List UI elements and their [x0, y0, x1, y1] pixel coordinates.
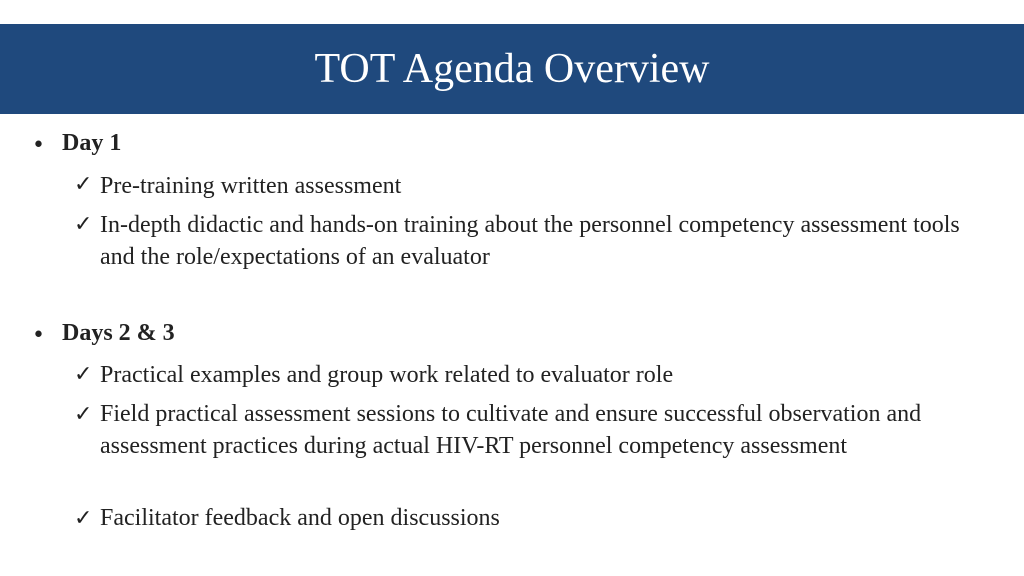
- check-icon: ✓: [74, 172, 93, 197]
- section-label-days-2-3: Days 2 & 3: [62, 320, 175, 346]
- check-icon: ✓: [74, 506, 93, 531]
- agenda-item: In-depth didactic and hands-on training about the personnel competency assessment tools and the role/expectations of an evaluator: [100, 212, 960, 270]
- bullet-icon: •: [32, 133, 45, 158]
- agenda-item: Practical examples and group work related to evaluator role: [100, 362, 674, 388]
- agenda-item: Field practical assessment sessions to cultivate and ensure successful observation and assessment practices during actual HIV-RT personnel competency assessment: [100, 401, 922, 459]
- check-icon: ✓: [74, 402, 93, 427]
- agenda-item: Pre-training written assessment: [100, 173, 402, 199]
- agenda-item: Facilitator feedback and open discussions: [100, 505, 500, 531]
- check-icon: ✓: [74, 212, 93, 237]
- check-icon: ✓: [74, 362, 93, 387]
- slide-title: TOT Agenda Overview: [314, 46, 710, 92]
- section-label-day-1: Day 1: [62, 130, 122, 156]
- bullet-icon: •: [32, 323, 45, 348]
